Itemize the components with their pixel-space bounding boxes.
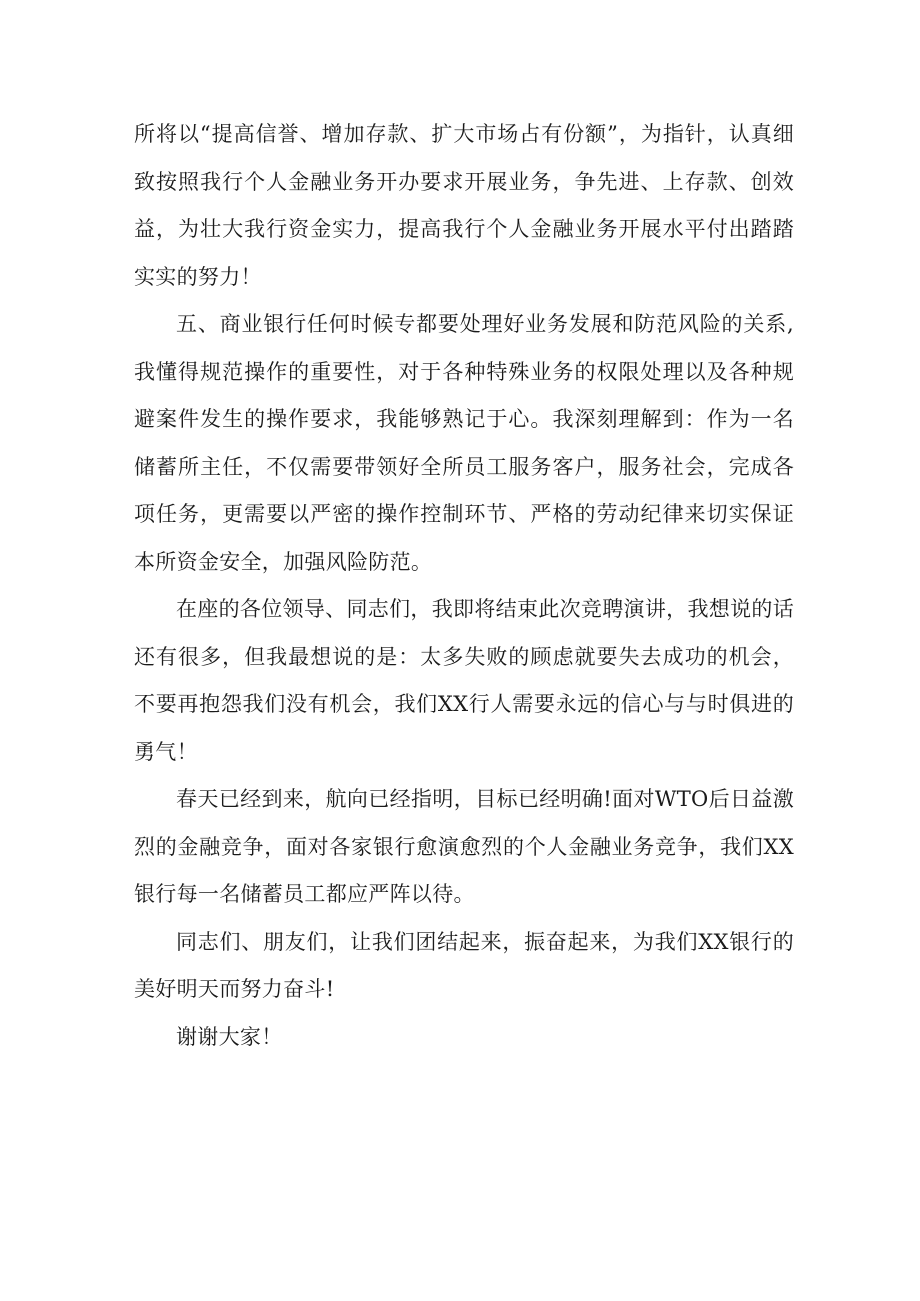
paragraph-3: 在座的各位领导、同志们，我即将结束此次竞聘演讲，我想说的话还有很多，但我最想说的是：太多失败的顾虑就要失去成功的机会，不要再抱怨我们没有机会，我们XX行人需要永远的信心与与时俱进的勇气！ xyxy=(134,597,794,764)
paragraph-1: 所将以“提高信誉、增加存款、扩大市场占有份额”，为指针，认真细致按照我行个人金融业务开办要求开展业务，争先进、上存款、创效益，为壮大我行资金实力，提高我行个人金融业务开展水平付出踏踏实实的努力！ xyxy=(134,122,794,289)
paragraph-4: 春天已经到来，航向已经指明，目标已经明确!面对WTO后日益激烈的金融竞争，面对各家银行愈演愈烈的个人金融业务竞争，我们XX银行每一名储蓄员工都应严阵以待。 xyxy=(134,787,794,906)
document-body xyxy=(134,111,794,1061)
paragraph-6: 谢谢大家！ xyxy=(176,1024,283,1049)
paragraph-5: 同志们、朋友们，让我们团结起来，振奋起来，为我们XX银行的美好明天而努力奋斗! xyxy=(134,929,794,1001)
paragraph-2: 五、商业银行任何时候专都要处理好业务发展和防范风险的关系,我懂得规范操作的重要性，对于各种特殊业务的权限处理以及各种规避案件发生的操作要求，我能够熟记于心。我深刻理解到：作为一名储蓄所主任，不仅需要带领好全所员工服务客户，服务社会，完成各项任务，更需要以严密的操作控制环节、严格的劳动纪律来切实保证本所资金安全，加强风险防范。 xyxy=(134,312,794,574)
